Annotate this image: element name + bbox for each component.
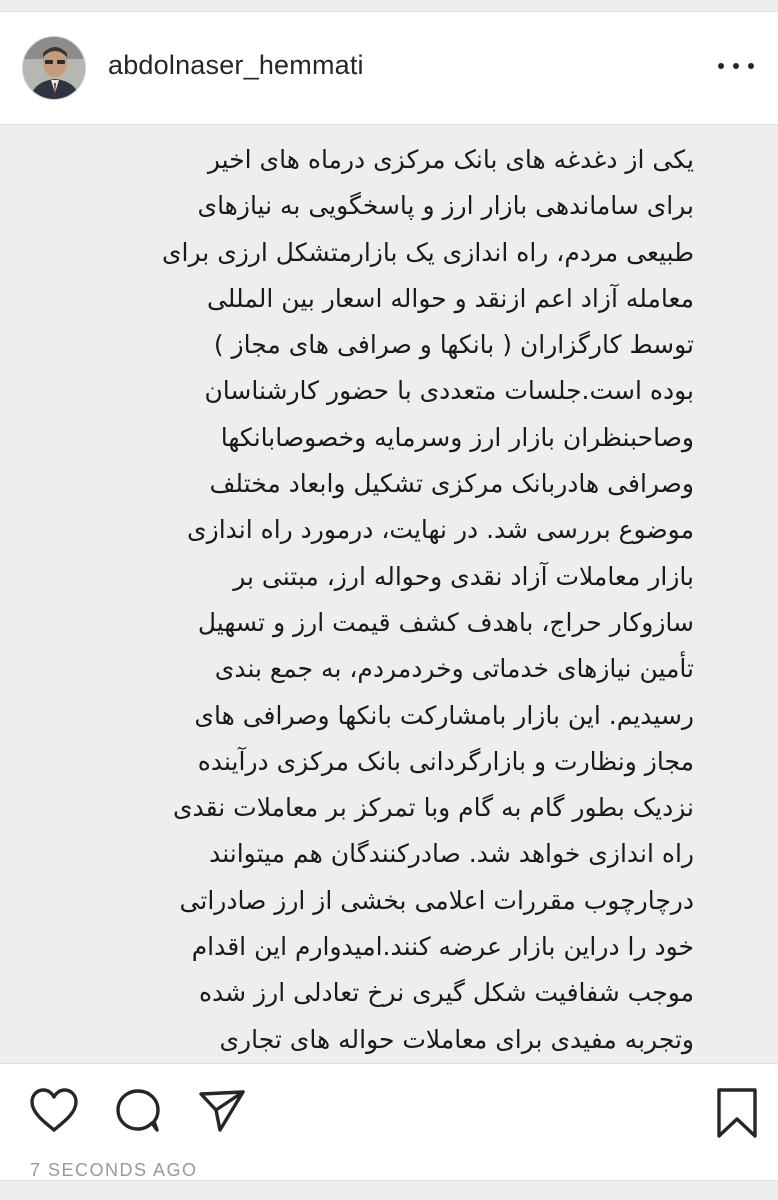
post-text-line: وتجربه مفیدی برای معاملات حواله های تجاری xyxy=(219,1024,694,1054)
post-text-line: بازار معاملات آزاد نقدی وحواله ارز، مبتنی بر xyxy=(233,561,694,591)
post-text-line: موضوع بررسی شد. در نهایت، درمورد راه اندازی xyxy=(187,515,694,545)
heart-icon[interactable] xyxy=(28,1086,80,1134)
post-text-line: یکی از دغدغه های بانک مرکزی درماه های اخیر xyxy=(207,145,694,174)
post-caption-text xyxy=(84,137,694,1109)
post-text-line: رسیدیم. این بازار بامشارکت بانکها وصرافی های xyxy=(194,700,694,730)
post-text-line: مجاز ونظارت و بازارگردانی بانک مرکزی درآینده xyxy=(197,746,694,776)
comment-icon[interactable] xyxy=(112,1086,164,1134)
bookmark-icon[interactable] xyxy=(714,1086,760,1140)
post-text-line: سازوکار حراج، باهدف کشف قیمت ارز و تسهیل xyxy=(197,607,694,637)
post-text-line: وصاحبنظران بازار ارز وسرمایه وخصوصابانکها xyxy=(220,422,694,452)
post-text-line: توسط کارگزاران ( بانکها و صرافی های مجاز ) xyxy=(213,330,694,360)
top-divider xyxy=(0,0,778,12)
post-text-line: وصرافی هادربانک مرکزی تشکیل وابعاد مختلف xyxy=(209,469,694,499)
post-actions-bar xyxy=(0,1064,778,1164)
post-text-line: خود را دراین بازار عرضه کنند.امیدوارم این اقدام xyxy=(191,932,694,962)
post-text-line: راه اندازی خواهد شد. صادرکنندگان هم میتوانند xyxy=(209,839,694,869)
post-text-line: برای ساماندهی بازار ارز و پاسخگویی به نیازهای xyxy=(197,191,694,221)
post-header xyxy=(0,12,778,124)
post-timestamp: 7 SECONDS AGO xyxy=(30,1160,198,1180)
post-text-line: معامله آزاد اعم ازنقد و حواله اسعار بین المللی xyxy=(206,283,694,313)
post-text-line: موجب شفافیت شکل گیری نرخ تعادلی ارز شده xyxy=(198,978,694,1008)
username[interactable]: abdolnaser_hemmati xyxy=(108,50,364,80)
bottom-divider xyxy=(0,1180,778,1200)
post-text-line: درچارچوب مقررات اعلامی بخشی از ارز صادراتی xyxy=(179,885,694,915)
post-text-line: تأمین نیازهای خدماتی وخردمردم، به جمع بندی xyxy=(214,654,694,684)
send-icon[interactable] xyxy=(196,1086,248,1134)
avatar[interactable] xyxy=(22,36,86,100)
post-text-line: طبیعی مردم، راه اندازی یک بازارمتشکل ارزی برای xyxy=(161,237,694,267)
post-text-line: بوده است.جلسات متعددی با حضور کارشناسان xyxy=(204,376,694,406)
post-text-line: نزدیک بطور گام به گام وبا تمرکز بر معاملات نقدی xyxy=(172,793,694,823)
avatar-image xyxy=(23,37,86,100)
post-image xyxy=(0,124,778,1064)
more-horizontal-icon[interactable] xyxy=(718,52,754,80)
